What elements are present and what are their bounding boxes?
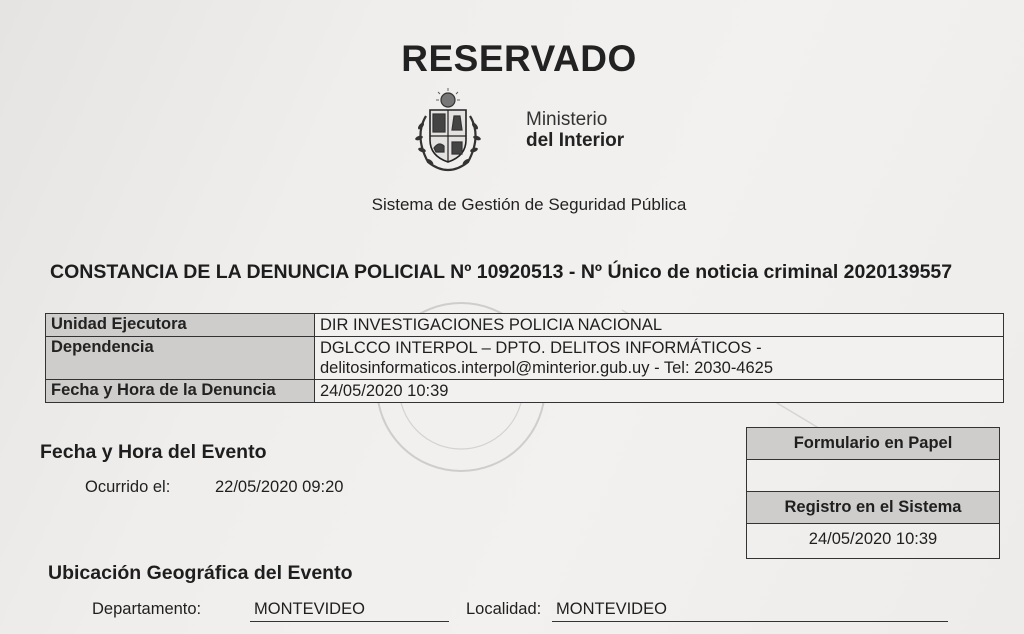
ministry-logotype (526, 109, 624, 151)
document-title: CONSTANCIA DE LA DENUNCIA POLICIAL Nº 10920513 - Nº Único de noticia criminal 2020139557 (50, 261, 953, 283)
registration-box (746, 427, 1000, 559)
row-value-line1: DIR INVESTIGACIONES POLICIA NACIONAL (320, 316, 662, 334)
table-row (46, 314, 1004, 337)
paper-form-value (747, 459, 999, 492)
complaint-info-table (45, 313, 1004, 403)
row-label: Unidad Ejecutora (46, 314, 315, 337)
system-name: Sistema de Gestión de Seguridad Pública (371, 195, 687, 214)
department-value: MONTEVIDEO (250, 600, 449, 622)
row-label: Fecha y Hora de la Denuncia (46, 380, 315, 403)
ministry-name-line1: Ministerio (526, 109, 608, 130)
system-registration-header: Registro en el Sistema (747, 492, 999, 524)
row-label: Dependencia (46, 337, 315, 380)
system-registration-value: 24/05/2020 10:39 (808, 530, 938, 548)
classification-heading: RESERVADO (401, 38, 637, 79)
row-value-line1: 24/05/2020 10:39 (320, 382, 449, 400)
location-section-title: Ubicación Geográfica del Evento (48, 562, 353, 584)
occurred-label: Ocurrido el: (85, 478, 171, 496)
table-row (46, 337, 1004, 380)
department-label: Departamento: (92, 600, 202, 618)
row-value-line1: DGLCCO INTERPOL – DPTO. DELITOS INFORMÁTICOS - (320, 339, 762, 357)
paper-form-header: Formulario en Papel (747, 428, 999, 459)
row-value (315, 314, 1004, 337)
row-value (315, 337, 1004, 380)
occurred-value: 22/05/2020 09:20 (215, 478, 344, 496)
national-coat-of-arms-icon (408, 86, 488, 176)
locality-label: Localidad: (466, 600, 542, 618)
row-value (315, 380, 1004, 403)
event-section-title: Fecha y Hora del Evento (40, 441, 267, 463)
locality-value: MONTEVIDEO (552, 600, 948, 622)
row-value-line2: delitosinformaticos.interpol@minterior.gub.uy - Tel: 2030-4625 (320, 359, 774, 377)
ministry-name-line2: del Interior (526, 130, 625, 151)
table-row (46, 380, 1004, 403)
